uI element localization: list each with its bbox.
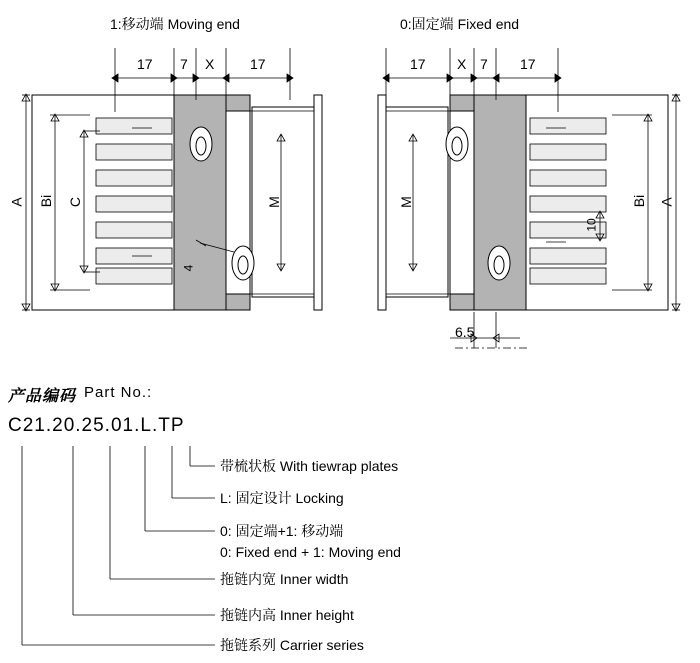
- legend-item-ends-cn: 0: 固定端+1: 移动端: [220, 523, 344, 539]
- dim-left-17a: 17: [137, 56, 153, 72]
- legend-item-inner-width: 拖链内宽 Inner width: [220, 571, 349, 587]
- legend-item-ends-en: 0: Fixed end + 1: Moving end: [220, 544, 401, 560]
- legend-item-locking: L: 固定设计 Locking: [220, 490, 344, 506]
- dim-right-10: 10: [584, 218, 599, 232]
- legend-item-inner-height: 拖链内高 Inner height: [220, 607, 354, 623]
- title-moving-end: 1:移动端 Moving end: [110, 16, 240, 32]
- dim-left-7: 7: [180, 56, 188, 72]
- label-A-right: A: [658, 197, 675, 207]
- dim-left-X: X: [205, 56, 215, 72]
- part-no-code: C21.20.25.01.L.TP: [8, 415, 185, 436]
- part-no-heading-en: Part No.:: [84, 384, 153, 401]
- label-M-left: M: [265, 196, 282, 208]
- dim-hole-4: 4: [181, 264, 196, 272]
- part-no-heading-cn: 产品编码: [8, 388, 77, 405]
- label-Bi-right: Bi: [631, 194, 648, 208]
- title-fixed-end: 0:固定端 Fixed end: [400, 16, 520, 32]
- legend-item-tiewrap: 带梳状板 With tiewrap plates: [220, 458, 399, 474]
- dim-right-17a: 17: [410, 56, 426, 72]
- dim-right-X: X: [457, 56, 467, 72]
- dim-left-17b: 17: [250, 56, 266, 72]
- label-M-right: M: [397, 196, 414, 208]
- dim-right-17b: 17: [520, 56, 536, 72]
- label-C-left: C: [67, 196, 84, 208]
- dim-bottom-6-5: 6.5: [455, 324, 475, 340]
- legend-item-carrier-series: 拖链系列 Carrier series: [220, 637, 364, 653]
- label-A-left: A: [8, 197, 25, 207]
- dim-right-7: 7: [480, 56, 488, 72]
- label-Bi-left: Bi: [38, 194, 55, 208]
